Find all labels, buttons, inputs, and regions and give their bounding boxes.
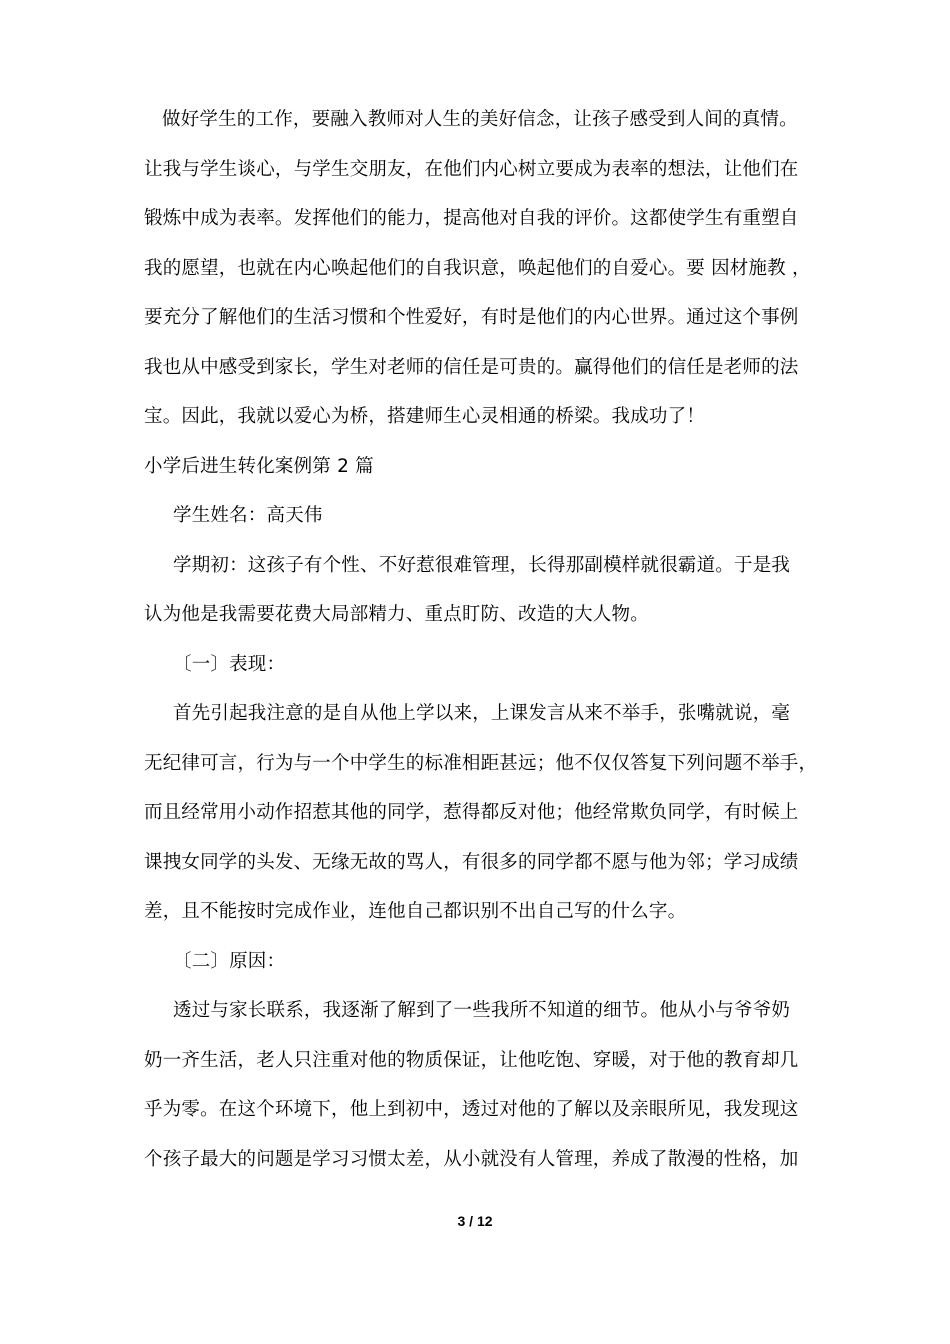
paragraph-line: 学期初：这孩子有个性、不好惹很难管理，长得那副模样就很霸道。于是我 bbox=[173, 554, 791, 576]
paragraph-line: 我也从中感受到家长，学生对老师的信任是可贵的。赢得他们的信任是老师的法 bbox=[144, 356, 799, 378]
paragraph-line: 课拽女同学的头发、无缘无故的骂人，有很多的同学都不愿与他为邻；学习成绩 bbox=[144, 851, 799, 873]
student-name-line: 学生姓名：高天伟 bbox=[173, 505, 323, 526]
paragraph-line: 而且经常用小动作招惹其他的同学，惹得都反对他；他经常欺负同学，有时候上 bbox=[144, 802, 799, 823]
paragraph-line: 宝。因此，我就以爱心为桥，搭建师生心灵相通的桥梁。我成功了！ bbox=[144, 406, 706, 427]
paragraph-line: 做好学生的工作，要融入教师对人生的美好信念，让孩子感受到人间的真情。 bbox=[162, 109, 798, 130]
subsection-heading: 〔二〕原因： bbox=[173, 950, 286, 972]
paragraph-line: 透过与家长联系，我逐渐了解到了一些我所不知道的细节。他从小与爷爷奶 bbox=[173, 1000, 791, 1021]
paragraph-line: 我的愿望，也就在内心唤起他们的自我识意，唤起他们的自爱心。要 因材施教 ， bbox=[144, 257, 811, 279]
section-heading: 小学后进生转化案例第 2 篇 bbox=[144, 455, 374, 477]
paragraph-line: 认为他是我需要花费大局部精力、重点盯防、改造的大人物。 bbox=[144, 604, 649, 625]
paragraph-line: 奶一齐生活，老人只注重对他的物质保证，让他吃饱、穿暖，对于他的教育却几 bbox=[144, 1049, 799, 1071]
paragraph-line: 差，且不能按时完成作业，连他自己都识别不出自己写的什么字。 bbox=[144, 901, 687, 922]
paragraph-line: 乎为零。在这个环境下，他上到初中，透过对他的了解以及亲眼所见，我发现这 bbox=[144, 1099, 799, 1120]
page-number: 3 / 12 bbox=[457, 1213, 493, 1229]
paragraph-line: 让我与学生谈心，与学生交朋友，在他们内心树立要成为表率的想法，让他们在 bbox=[144, 158, 799, 180]
document-body bbox=[144, 108, 816, 1197]
paragraph-line: 锻炼中成为表率。发挥他们的能力，提高他对自我的评价。这都使学生有重塑自 bbox=[144, 208, 799, 229]
paragraph-line: 要充分了解他们的生活习惯和个性爱好，有时是他们的内心世界。通过这个事例 bbox=[144, 307, 799, 328]
paragraph-line: 无纪律可言，行为与一个中学生的标准相距甚远；他不仅仅答复下列问题不举手， bbox=[144, 752, 818, 774]
paragraph-line: 首先引起我注意的是自从他上学以来，上课发言从来不举手，张嘴就说，毫 bbox=[173, 703, 791, 724]
subsection-heading: 〔一〕表现： bbox=[173, 653, 286, 675]
paragraph-line: 个孩子最大的问题是学习习惯太差，从小就没有人管理，养成了散漫的性格，加 bbox=[144, 1148, 799, 1170]
